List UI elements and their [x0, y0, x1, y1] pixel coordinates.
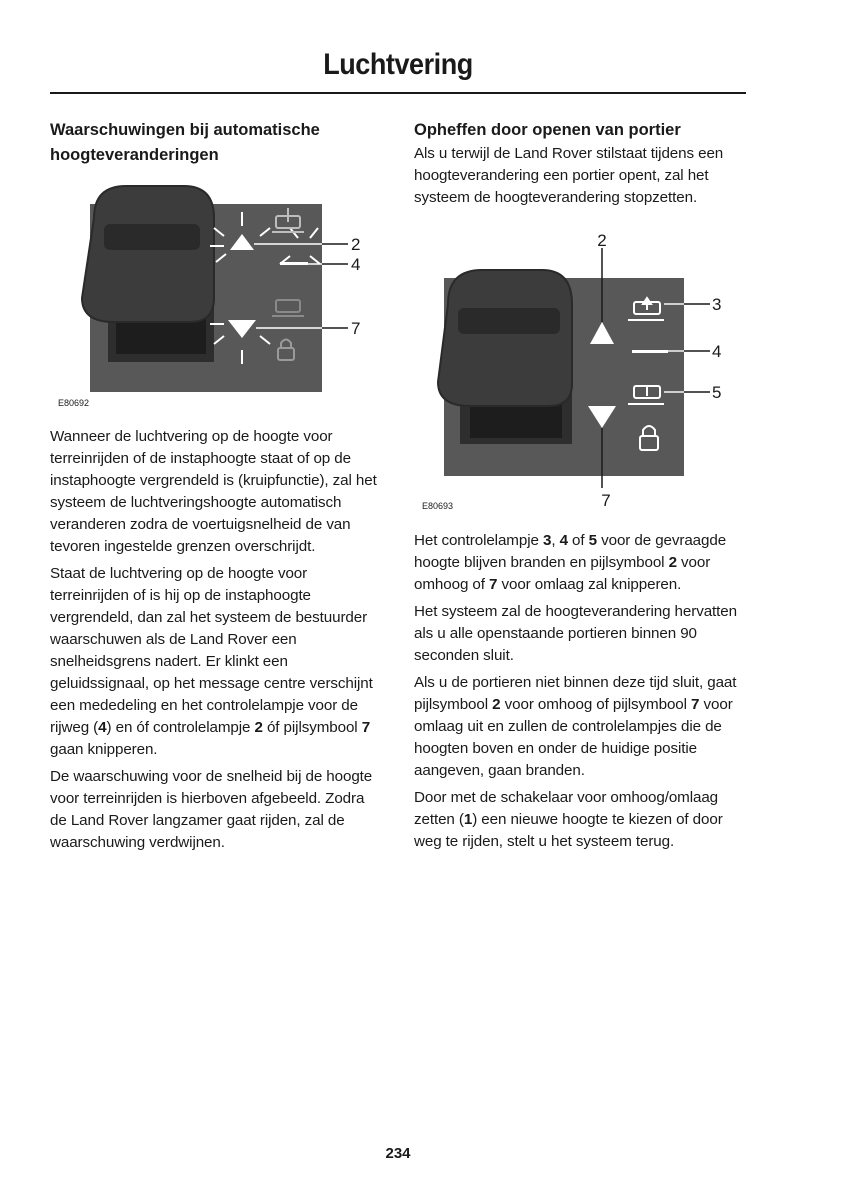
right-paragraph-4: Door met de schakelaar voor omhoog/omlaag zetten (1) een nieuwe hoogte te kiezen of door weg te rijden, stelt u het systeem terug.	[414, 789, 723, 850]
reference-number: 4	[559, 532, 568, 549]
left-paragraph-3: De waarschuwing voor de snelheid bij de hoogte voor terreinrijden is hierboven afgebeeld. Zodra de Land Rover langzamer gaat rijden, zal de waarschuwing verdwijnen.	[50, 768, 373, 851]
right-paragraph-2: Het systeem zal de hoogteverandering hervatten als u alle openstaande portieren binnen 90 seconden sluit.	[414, 603, 737, 664]
left-paragraph-2: Staat de luchtvering op de hoogte voor terreinrijden of is hij op de instaphoogte vergrendeld, dan zal het systeem de bestuurder waarschuwen als de Land Rover een snelheidsgrens nadert. Er klinkt een geluidssignaal, op het message centre verschijnt een mededeling en het controlelampje voor de rijweg (4) en óf controlelampje 2 óf pijlsymbool 7 gaan knipperen.	[50, 565, 373, 758]
figure-e80693	[418, 228, 738, 518]
reference-number: 7	[691, 696, 700, 713]
left-paragraph-1: Wanneer de luchtvering op de hoogte voor terreinrijden of de instaphoogte staat of op de instaphoogte vergrendeld is (kruipfunctie), zal het systeem de luchtveringshoogte automatisch veranderen zodra de voertuigsnelheid de van tevoren ingestelde grenzen overschrijdt.	[50, 428, 377, 555]
page-number: 234	[385, 1145, 411, 1162]
reference-number: 2	[668, 554, 677, 571]
page-title: Luchtvering	[323, 48, 473, 81]
reference-number: 5	[588, 532, 597, 549]
right-body	[414, 530, 744, 858]
callout-2: 2	[351, 235, 361, 254]
right-paragraph-3: Als u de portieren niet binnen deze tijd sluit, gaat pijlsymbool 2 voor omhoog of pijlsymbool 7 voor omlaag uit en zullen de controlelampjes die de hoogten boven en onder de huidige positie aangeven, gaan branden.	[414, 674, 737, 779]
right-heading: Opheffen door openen van portier	[414, 121, 681, 139]
reference-number: 7	[489, 576, 498, 593]
left-body	[50, 426, 380, 859]
callout-2: 2	[597, 231, 607, 250]
reference-number: 2	[254, 719, 263, 736]
callout-4: 4	[351, 255, 361, 274]
reference-number: 1	[463, 811, 473, 828]
figure-code: E80693	[422, 501, 454, 511]
title-rule	[50, 92, 746, 94]
reference-number: 7	[361, 719, 371, 736]
left-heading-block	[50, 118, 380, 168]
switch-knob	[82, 186, 214, 322]
figure-e80692	[54, 182, 374, 414]
ride-height-bar-icon	[632, 350, 668, 353]
callout-3: 3	[712, 295, 722, 314]
callout-4: 4	[712, 342, 722, 361]
figure-code: E80692	[58, 398, 90, 408]
right-paragraph-1: Het controlelampje 3, 4 of 5 voor de gevraagde hoogte blijven branden en pijlsymbool 2 voor omhoog of 7 voor omlaag zal knipperen.	[414, 532, 727, 593]
reference-number: 2	[492, 696, 501, 713]
right-top	[414, 118, 744, 214]
switch-knob	[438, 270, 572, 406]
reference-number: 3	[542, 532, 552, 549]
right-intro: Als u terwijl de Land Rover stilstaat tijdens een hoogteverandering een portier opent, zal het systeem de hoogteverandering stopzetten.	[414, 145, 724, 206]
reference-number: 4	[98, 719, 107, 736]
callout-7: 7	[601, 491, 611, 510]
callout-7: 7	[351, 319, 361, 338]
callout-5: 5	[712, 383, 722, 402]
ride-height-bar-icon	[280, 262, 308, 265]
left-heading: Waarschuwingen bij automatische hoogteveranderingen	[50, 121, 320, 164]
